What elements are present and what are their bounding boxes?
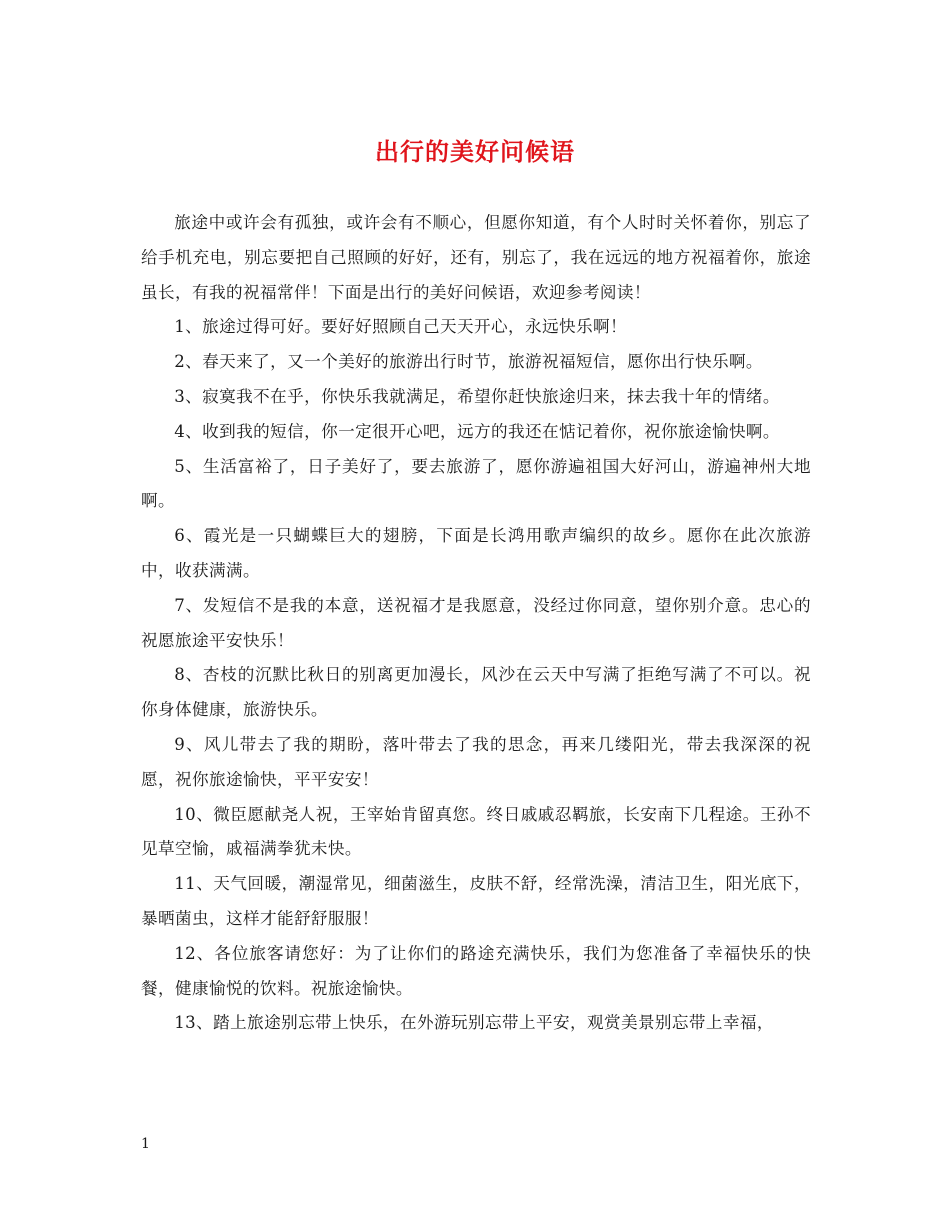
list-item: 12、各位旅客请您好：为了让你们的路途充满快乐，我们为您准备了幸福快乐的快餐，健康愉悦的饮料。祝旅途愉快。	[141, 943, 811, 998]
list-item: 5、生活富裕了，日子美好了，要去旅游了，愿你游遍祖国大好河山，游遍神州大地啊。	[141, 456, 811, 511]
list-item: 11、天气回暖，潮湿常见，细菌滋生，皮肤不舒，经常洗澡，清洁卫生，阳光底下，暴晒菌虫，这样才能舒舒服服！	[141, 874, 811, 928]
list-item: 3、寂寞我不在乎，你快乐我就满足，希望你赶快旅途归来，抹去我十年的情绪。	[174, 386, 780, 406]
list-item: 8、杏枝的沉默比秋日的别离更加漫长，风沙在云天中写满了拒绝写满了不可以。祝你身体健康，旅游快乐。	[141, 665, 811, 720]
list-item: 6、霞光是一只蝴蝶巨大的翅膀，下面是长鸿用歌声编织的故乡。愿你在此次旅游中，收获满满。	[141, 526, 811, 580]
list-item: 2、春天来了，又一个美好的旅游出行时节，旅游祝福短信，愿你出行快乐啊。	[174, 352, 763, 372]
list-item: 1、旅途过得可好。要好好照顾自己天天开心，永远快乐啊！	[174, 317, 627, 337]
list-item: 9、风儿带去了我的期盼，落叶带去了我的思念，再来几缕阳光，带去我深深的祝愿，祝你旅途愉快，平平安安！	[141, 734, 811, 789]
document-body	[141, 206, 811, 1041]
list-item: 13、踏上旅途别忘带上快乐，在外游玩别忘带上平安，观赏美景别忘带上幸福，	[174, 1013, 774, 1033]
page-number: 1	[141, 1136, 150, 1152]
intro-paragraph: 旅途中或许会有孤独，或许会有不顺心，但愿你知道，有个人时时关怀着你，别忘了给手机充电，别忘要把自己照顾的好好，还有，别忘了，我在远远的地方祝福着你，旅途虽长，有我的祝福常伴！下面是出行的美好问候语，欢迎参考阅读！	[141, 213, 811, 302]
list-item: 10、微臣愿献尧人祝，王宰始肯留真您。终日戚戚忍羁旅，长安南下几程途。王孙不见草空愉，戚福满拳犹未快。	[141, 804, 811, 859]
list-item: 7、发短信不是我的本意，送祝福才是我愿意，没经过你同意，望你别介意。忠心的祝愿旅途平安快乐！	[141, 595, 811, 650]
document-title: 出行的美好问候语	[375, 138, 575, 166]
list-item: 4、收到我的短信，你一定很开心吧，远方的我还在惦记着你，祝你旅途愉快啊。	[174, 421, 780, 441]
